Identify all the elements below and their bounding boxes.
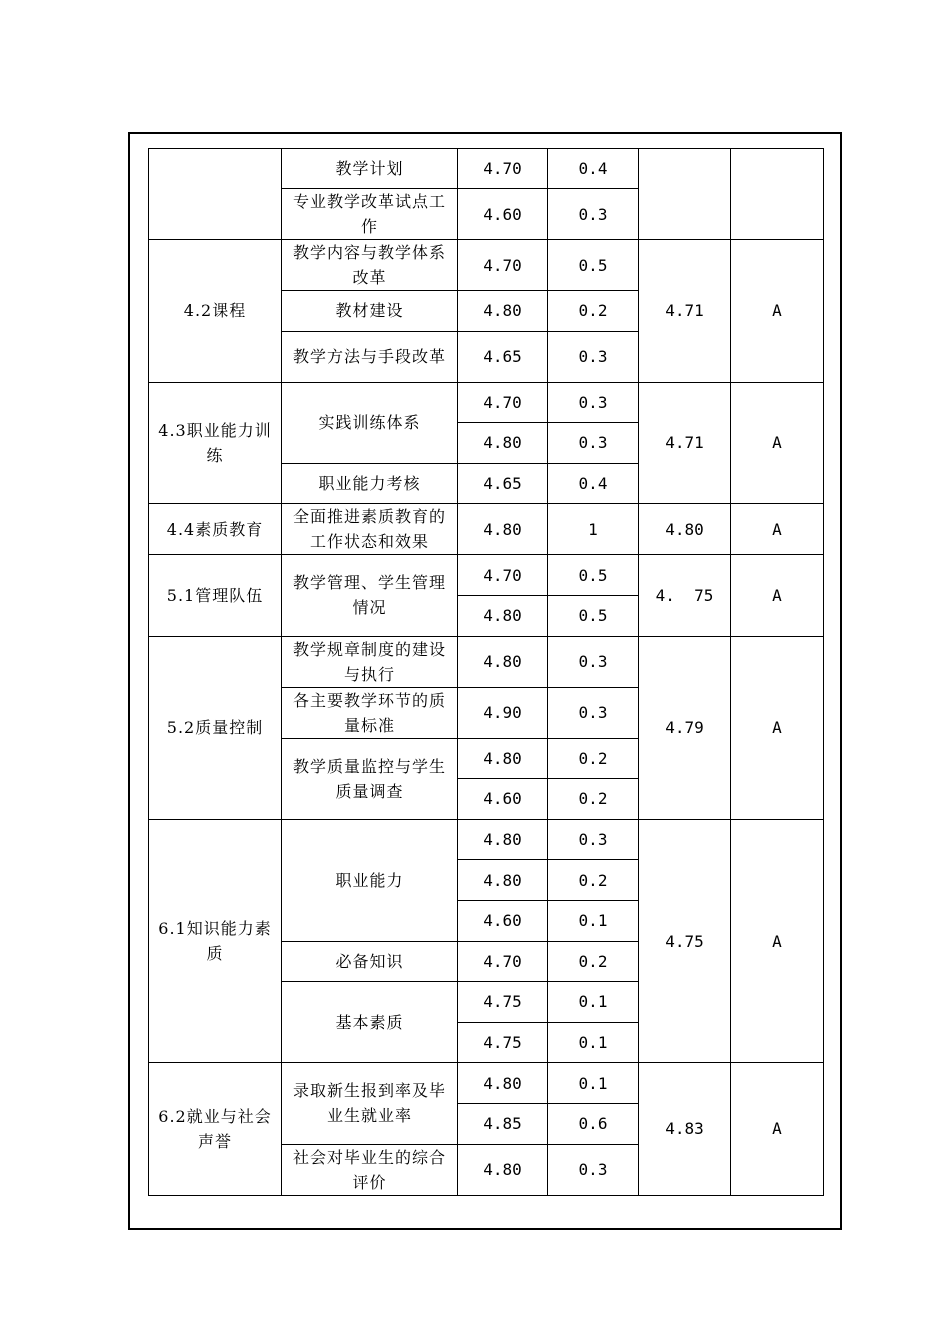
table-row [149,149,824,189]
item-cell: 教学规章制度的建设与执行 [282,636,458,687]
weight-cell: 0.2 [548,291,639,332]
table-row [149,1063,824,1104]
score-cell: 4.80 [458,636,548,687]
table-row [149,382,824,423]
weight-cell: 0.1 [548,1063,639,1104]
weight-cell: 0.3 [548,331,639,382]
score-cell: 4.80 [458,860,548,901]
section-label-cell: 5.1管理队伍 [149,555,282,636]
score-cell: 4.80 [458,595,548,636]
item-cell: 录取新生报到率及毕业生就业率 [282,1063,458,1144]
grade-cell [731,149,824,240]
table-row [149,240,824,291]
weight-cell: 0.3 [548,687,639,738]
total-cell: 4.83 [639,1063,731,1195]
score-cell: 4.65 [458,463,548,504]
weight-cell: 0.1 [548,982,639,1023]
item-cell: 社会对毕业生的综合评价 [282,1144,458,1195]
score-cell: 4.70 [458,382,548,423]
total-cell: 4.71 [639,240,731,383]
score-cell: 4.70 [458,555,548,596]
weight-cell: 0.2 [548,860,639,901]
score-cell: 4.60 [458,900,548,941]
weight-cell: 0.3 [548,636,639,687]
weight-cell: 0.6 [548,1103,639,1144]
total-cell: 4.80 [639,504,731,555]
weight-cell: 0.3 [548,1144,639,1195]
item-cell: 必备知识 [282,941,458,982]
table-row [149,819,824,860]
table-row [149,636,824,687]
item-cell: 职业能力考核 [282,463,458,504]
item-cell: 教材建设 [282,291,458,332]
item-cell: 教学计划 [282,149,458,189]
score-cell: 4.75 [458,1022,548,1063]
score-cell: 4.80 [458,423,548,464]
grade-cell: A [731,240,824,383]
section-label-cell: 4.3职业能力训练 [149,382,282,504]
score-cell: 4.65 [458,331,548,382]
section-label-cell: 6.1知识能力素质 [149,819,282,1063]
weight-cell: 0.3 [548,382,639,423]
weight-cell: 0.5 [548,240,639,291]
item-cell: 各主要教学环节的质量标准 [282,687,458,738]
section-label-cell: 4.4素质教育 [149,504,282,555]
score-cell: 4.80 [458,819,548,860]
score-cell: 4.70 [458,149,548,189]
score-cell: 4.85 [458,1103,548,1144]
grade-cell: A [731,382,824,504]
item-cell: 专业教学改革试点工作 [282,189,458,240]
section-label-cell: 6.2就业与社会声誉 [149,1063,282,1195]
score-cell: 4.75 [458,982,548,1023]
item-cell: 实践训练体系 [282,382,458,463]
score-cell: 4.80 [458,291,548,332]
item-cell: 教学质量监控与学生质量调查 [282,738,458,819]
score-cell: 4.80 [458,504,548,555]
item-cell: 教学方法与手段改革 [282,331,458,382]
score-cell: 4.60 [458,189,548,240]
score-cell: 4.80 [458,1063,548,1104]
score-cell: 4.70 [458,240,548,291]
weight-cell: 1 [548,504,639,555]
grade-cell: A [731,1063,824,1195]
weight-cell: 0.1 [548,1022,639,1063]
total-cell: 4.71 [639,382,731,504]
item-cell: 全面推进素质教育的工作状态和效果 [282,504,458,555]
weight-cell: 0.3 [548,423,639,464]
score-cell: 4.90 [458,687,548,738]
weight-cell: 0.5 [548,555,639,596]
score-cell: 4.80 [458,738,548,779]
weight-cell: 0.5 [548,595,639,636]
total-cell: 4.79 [639,636,731,819]
section-label-cell: 4.2课程 [149,240,282,383]
weight-cell: 0.2 [548,779,639,820]
weight-cell: 0.2 [548,738,639,779]
table-row [149,555,824,596]
total-cell: 4.75 [639,819,731,1063]
table-row [149,504,824,555]
grade-cell: A [731,819,824,1063]
item-cell: 职业能力 [282,819,458,941]
weight-cell: 0.2 [548,941,639,982]
weight-cell: 0.4 [548,149,639,189]
evaluation-table [148,148,824,1196]
score-cell: 4.70 [458,941,548,982]
section-label-cell [149,149,282,240]
item-cell: 教学管理、学生管理情况 [282,555,458,636]
weight-cell: 0.1 [548,900,639,941]
item-cell: 基本素质 [282,982,458,1063]
grade-cell: A [731,555,824,636]
item-cell: 教学内容与教学体系改革 [282,240,458,291]
weight-cell: 0.3 [548,189,639,240]
grade-cell: A [731,504,824,555]
total-cell [639,149,731,240]
weight-cell: 0.4 [548,463,639,504]
score-cell: 4.60 [458,779,548,820]
score-cell: 4.80 [458,1144,548,1195]
grade-cell: A [731,636,824,819]
section-label-cell: 5.2质量控制 [149,636,282,819]
weight-cell: 0.3 [548,819,639,860]
total-cell: 4. 75 [639,555,731,636]
